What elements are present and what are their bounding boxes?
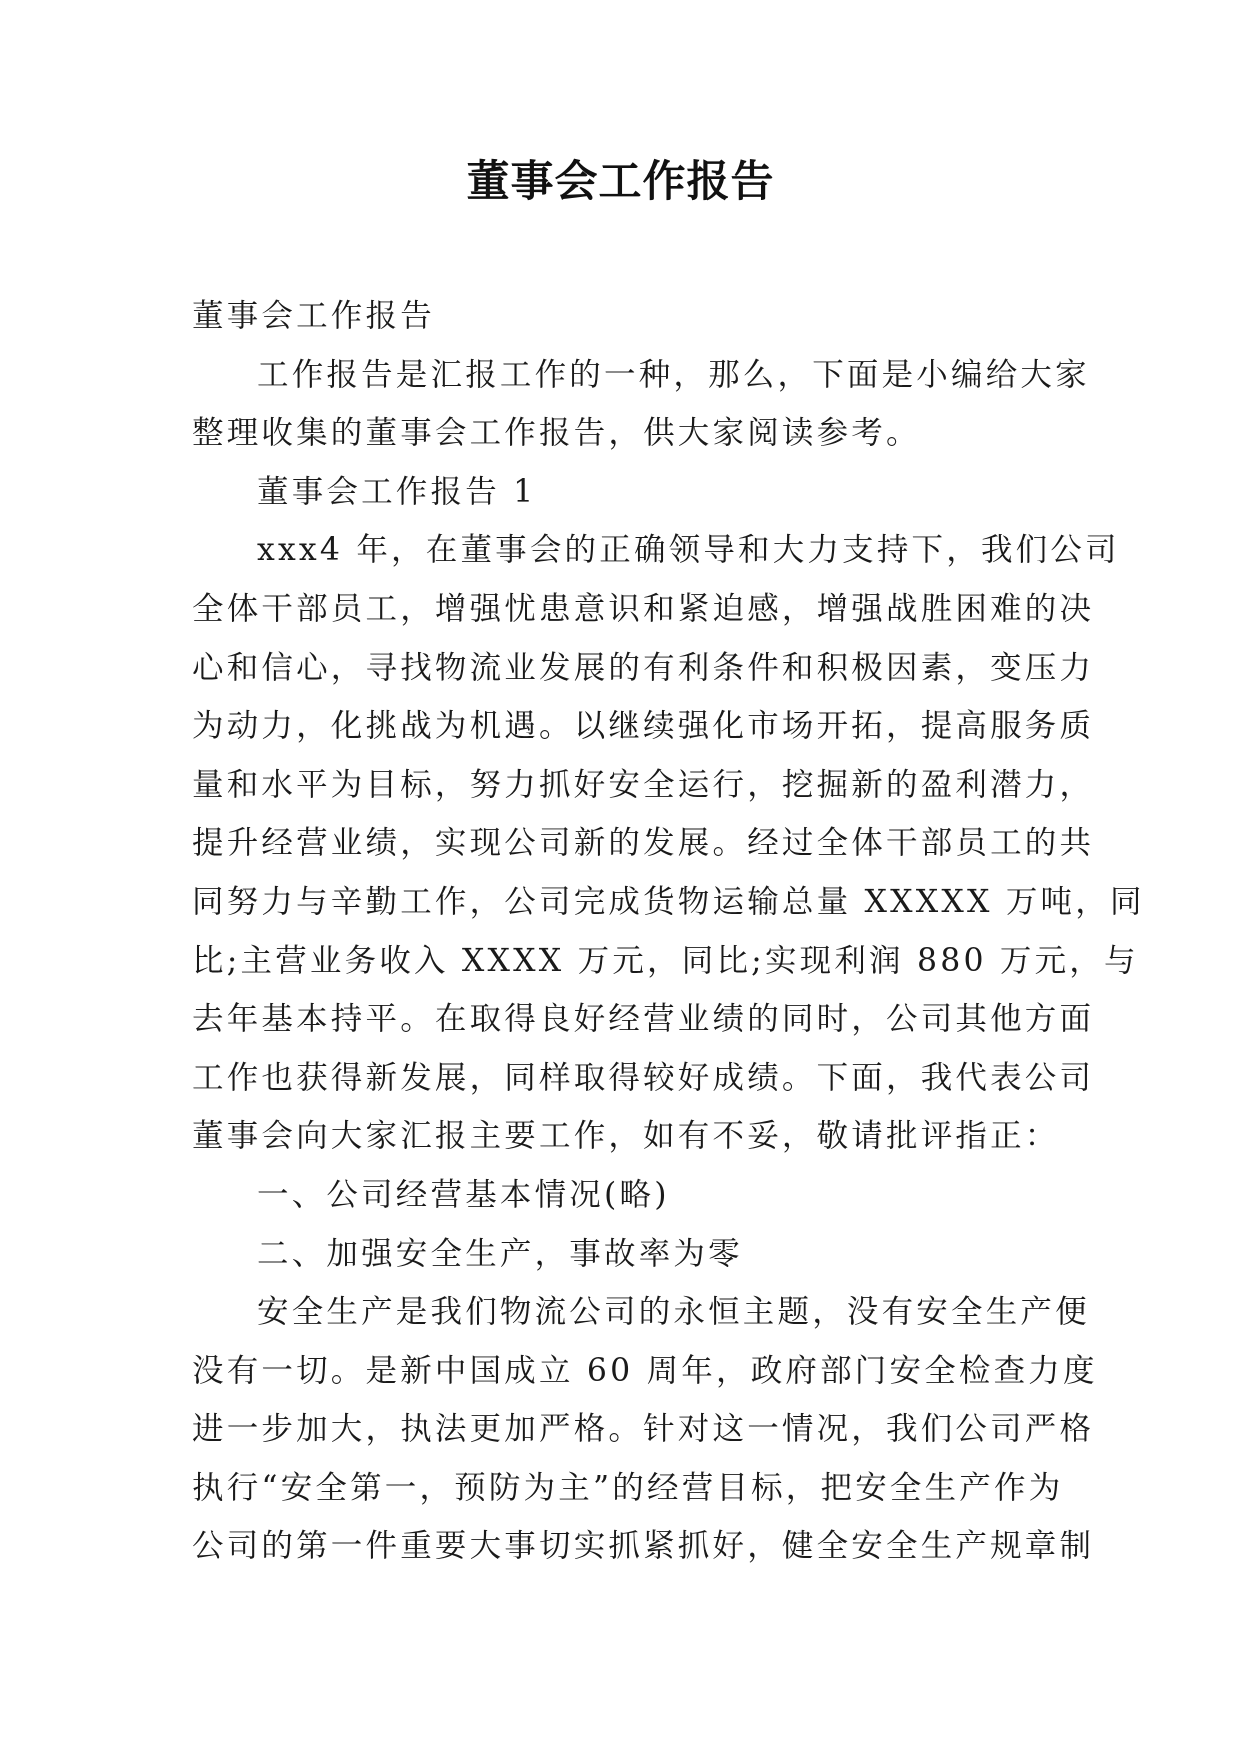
paragraph-line: 全体干部员工，增强忧患意识和紧迫感，增强战胜困难的决 bbox=[192, 590, 1095, 627]
paragraph-line: 工作也获得新发展，同样取得较好成绩。下面，我代表公司 bbox=[192, 1059, 1095, 1096]
paragraph-line: 执行“安全第一，预防为主”的经营目标，把安全生产作为 bbox=[192, 1469, 1064, 1506]
subsection-heading: 董事会工作报告 1 bbox=[257, 473, 537, 510]
paragraph-line: 工作报告是汇报工作的一种，那么，下面是小编给大家 bbox=[257, 356, 1090, 393]
document-body bbox=[192, 287, 1145, 1576]
paragraph-line: 公司的第一件重要大事切实抓紧抓好，健全安全生产规章制 bbox=[192, 1528, 1095, 1565]
paragraph-line: xxx4 年，在董事会的正确领导和大力支持下，我们公司 bbox=[257, 532, 1120, 569]
paragraph-line: 没有一切。是新中国成立 60 周年，政府部门安全检查力度 bbox=[192, 1352, 1098, 1389]
paragraph-line: 为动力，化挑战为机遇。以继续强化市场开拓，提高服务质 bbox=[192, 708, 1095, 745]
paragraph-line: 董事会向大家汇报主要工作，如有不妥，敬请批评指正： bbox=[192, 1118, 1060, 1155]
section-heading: 董事会工作报告 bbox=[192, 298, 435, 334]
paragraph-line: 同努力与辛勤工作，公司完成货物运输总量 XXXXX 万吨，同 bbox=[192, 883, 1145, 920]
paragraph-line: 提升经营业绩，实现公司新的发展。经过全体干部员工的共 bbox=[192, 825, 1095, 862]
paragraph-line: 比;主营业务收入 XXXX 万元，同比;实现利润 880 万元，与 bbox=[192, 942, 1139, 979]
paragraph-line: 心和信心，寻找物流业发展的有利条件和积极因素，变压力 bbox=[192, 649, 1095, 686]
paragraph-line: 量和水平为目标，努力抓好安全运行，挖掘新的盈利潜力， bbox=[192, 766, 1095, 803]
paragraph-line: 安全生产是我们物流公司的永恒主题，没有安全生产便 bbox=[257, 1294, 1090, 1331]
paragraph-line: 整理收集的董事会工作报告，供大家阅读参考。 bbox=[192, 415, 921, 452]
list-heading: 二、加强安全生产，事故率为零 bbox=[257, 1235, 743, 1272]
list-heading: 一、公司经营基本情况(略) bbox=[257, 1176, 670, 1213]
paragraph-line: 进一步加大，执法更加严格。针对这一情况，我们公司严格 bbox=[192, 1411, 1095, 1448]
document-title: 董事会工作报告 bbox=[466, 157, 775, 207]
paragraph-line: 去年基本持平。在取得良好经营业绩的同时，公司其他方面 bbox=[192, 1001, 1095, 1038]
